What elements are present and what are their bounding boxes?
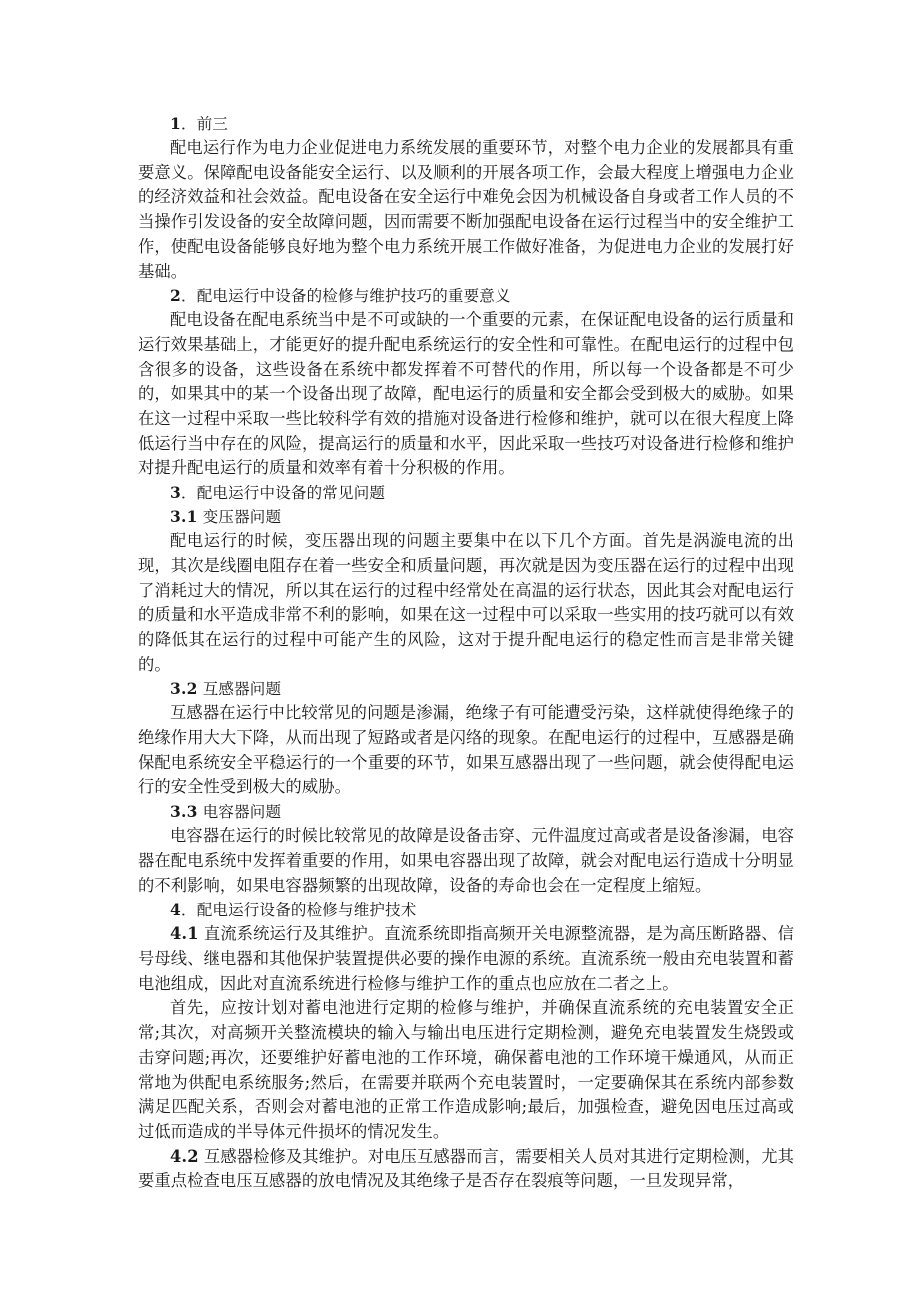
section-heading-4: 4．配电运行设备的检修与维护技术	[170, 900, 417, 920]
paragraph-intro: 配电运行作为电力企业促进电力系统发展的重要环节，对整个电力企业的发展都具有重要意义。保障配电设备能安全运行、以及顺利的开展各项工作，会最大程度上增强电力企业的经济效益和社会效益。配电设备在安全运行中难免会因为机械设备自身或者工作人员的不当操作引发设备的安全故障问题，因而需要不断加强配电设备在运行过程当中的安全维护工作，使配电设备能够良好地为整个电力系统开展工作做好准备，为促进电力企业的发展打好基础。	[138, 138, 794, 281]
document-page	[138, 112, 794, 1194]
subsection-heading-3-3: 3.3 电容器问题	[170, 802, 282, 822]
paragraph-4-1-dc-system: 4.1 直流系统运行及其维护。直流系统即指高频开关电源整流器，是为高压断路器、信号母线、继电器和其他保护装置提供必要的操作电源的系统。直流系统一般由充电装置和蓄电池组成，因此对直流系统进行检修与维护工作的重点也应放在二者之上。	[138, 924, 794, 993]
section-heading-3: 3．配电运行中设备的常见问题	[170, 483, 386, 503]
paragraph-capacitor: 电容器在运行的时候比较常见的故障是设备击穿、元件温度过高或者是设备渗漏，电容器在配电系统中发挥着重要的作用，如果电容器出现了故障，就会对配电运行造成十分明显的不利影响，如果电容器频繁的出现故障，设备的寿命也会在一定程度上缩短。	[138, 826, 794, 895]
paragraph-transformer: 配电运行的时候，变压器出现的问题主要集中在以下几个方面。首先是涡漩电流的出现，其次是线圈电阻存在着一些安全和质量问题，再次就是因为变压器在运行的过程中出现了消耗过大的情况，所以其在运行的过程中经常处在高温的运行状态，因此其会对配电运行的质量和水平造成非常不利的影响，如果在这一过程中可以采取一些实用的技巧就可以有效的降低其在运行的过程中可能产生的风险，这对于提升配电运行的稳定性而言是非常关键的。	[138, 531, 794, 674]
section-heading-2: 2．配电运行中设备的检修与维护技巧的重要意义	[170, 286, 511, 306]
paragraph-importance: 配电设备在配电系统当中是不可或缺的一个重要的元素，在保证配电设备的运行质量和运行效果基础上，才能更好的提升配电系统运行的安全性和可靠性。在配电运行的过程中包含很多的设备，这些设备在系统中都发挥着不可替代的作用，所以每一个设备都是不可少的，如果其中的某一个设备出现了故障，配电运行的质量和安全都会受到极大的威胁。如果在这一过程中采取一些比较科学有效的措施对设备进行检修和维护，就可以在很大程度上降低运行当中存在的风险，提高运行的质量和水平，因此采取一些技巧对设备进行检修和维护对提升配电运行的质量和效率有着十分积极的作用。	[138, 310, 794, 478]
subsection-heading-3-2: 3.2 互感器问题	[170, 679, 282, 699]
paragraph-instrument-transformer: 互感器在运行中比较常见的问题是渗漏，绝缘子有可能遭受污染，这样就使得绝缘子的绝缘作用大大下降，从而出现了短路或者是闪络的现象。在配电运行的过程中，互感器是确保配电系统安全平稳运行的一个重要的环节，如果互感器出现了一些问题，就会使得配电运行的安全性受到极大的威胁。	[138, 703, 794, 797]
paragraph-4-2-instrument-maintenance: 4.2 互感器检修及其维护。对电压互感器而言，需要相关人员对其进行定期检测，尤其要重点检查电压互感器的放电情况及其绝缘子是否存在裂痕等问题，一旦发现异常，	[138, 1146, 794, 1191]
subsection-heading-3-1: 3.1 变压器问题	[170, 507, 282, 527]
paragraph-dc-maintenance-steps: 首先，应按计划对蓄电池进行定期的检修与维护，并确保直流系统的充电装置安全正常;其次，对高频开关整流模块的输入与输出电压进行定期检测，避免充电装置发生烧毁或击穿问题;再次，还要维护好蓄电池的工作环境，确保蓄电池的工作环境干燥通风，从而正常地为供配电系统服务;然后，在需要并联两个充电装置时，一定要确保其在系统内部参数满足匹配关系，否则会对蓄电池的正常工作造成影响;最后，加强检查，避免因电压过高或过低而造成的半导体元件损坏的情况发生。	[138, 998, 794, 1141]
section-heading-1: 1．前三	[170, 114, 229, 133]
